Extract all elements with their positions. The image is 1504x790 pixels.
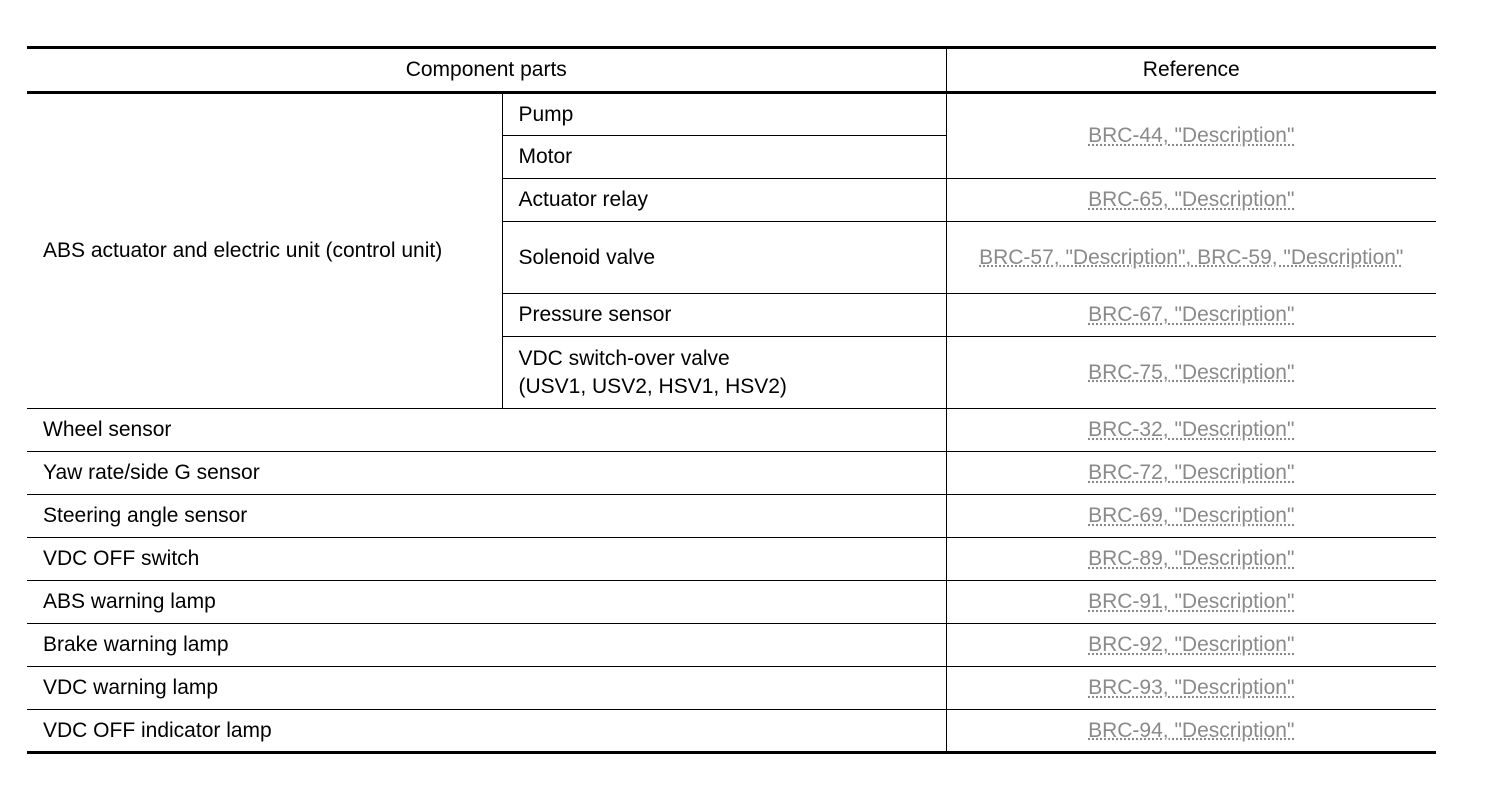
- ref-cell: [946, 179, 1436, 222]
- reference-link[interactable]: BRC-32, "Description": [1088, 418, 1295, 441]
- component-reference-table: [27, 46, 1436, 754]
- ref-cell: [946, 337, 1436, 409]
- table-row: [27, 538, 1436, 581]
- reference-link[interactable]: BRC-92, "Description": [1088, 633, 1295, 656]
- table-row: [27, 581, 1436, 624]
- reference-link[interactable]: BRC-91, "Description": [1088, 590, 1295, 613]
- ref-cell: [946, 222, 1436, 294]
- part-pump: Pump: [502, 93, 946, 136]
- ref-cell: [946, 624, 1436, 667]
- table-row: [27, 452, 1436, 495]
- reference-link[interactable]: BRC-93, "Description": [1088, 676, 1295, 699]
- abs-unit-label: ABS actuator and electric unit (control unit): [27, 93, 502, 409]
- reference-link[interactable]: BRC-57, "Description", BRC-59, "Description": [979, 245, 1404, 269]
- reference-link[interactable]: BRC-75, "Description": [1088, 360, 1295, 384]
- part-line-2: (USV1, USV2, HSV1, HSV2): [518, 374, 787, 398]
- part-actuator-relay: Actuator relay: [502, 179, 946, 222]
- ref-cell: [946, 409, 1436, 452]
- header-reference: Reference: [946, 48, 1436, 93]
- ref-cell: [946, 452, 1436, 495]
- part-name: Steering angle sensor: [27, 495, 946, 538]
- table-row: [27, 710, 1436, 753]
- part-name: Yaw rate/side G sensor: [27, 452, 946, 495]
- table-row: [27, 495, 1436, 538]
- header-component-parts: Component parts: [27, 48, 946, 93]
- part-name: VDC OFF indicator lamp: [27, 710, 946, 753]
- part-name: Brake warning lamp: [27, 624, 946, 667]
- table-row: [27, 409, 1436, 452]
- part-pressure-sensor: Pressure sensor: [502, 294, 946, 337]
- table-row: [27, 667, 1436, 710]
- reference-link[interactable]: BRC-89, "Description": [1088, 547, 1295, 570]
- part-name: ABS warning lamp: [27, 581, 946, 624]
- ref-cell: [946, 667, 1436, 710]
- ref-cell: [946, 710, 1436, 753]
- reference-link[interactable]: BRC-65, "Description": [1088, 188, 1295, 211]
- part-name: VDC warning lamp: [27, 667, 946, 710]
- ref-cell: [946, 294, 1436, 337]
- part-solenoid-valve: Solenoid valve: [502, 222, 946, 294]
- ref-cell: [946, 93, 1436, 179]
- part-name: Wheel sensor: [27, 409, 946, 452]
- ref-cell: [946, 495, 1436, 538]
- part-motor: Motor: [502, 136, 946, 179]
- table-row: [27, 624, 1436, 667]
- table-header-row: [27, 48, 1436, 93]
- reference-link[interactable]: BRC-72, "Description": [1088, 461, 1295, 484]
- reference-link[interactable]: BRC-69, "Description": [1088, 504, 1295, 527]
- ref-cell: [946, 581, 1436, 624]
- part-line-1: VDC switch-over valve: [518, 346, 730, 370]
- reference-link[interactable]: BRC-94, "Description": [1088, 718, 1295, 742]
- ref-cell: [946, 538, 1436, 581]
- reference-link[interactable]: BRC-67, "Description": [1088, 303, 1295, 326]
- part-name: VDC OFF switch: [27, 538, 946, 581]
- reference-link[interactable]: BRC-44, "Description": [1088, 124, 1295, 147]
- table-row: [27, 93, 1436, 136]
- part-vdc-switch-over-valve: [502, 337, 946, 409]
